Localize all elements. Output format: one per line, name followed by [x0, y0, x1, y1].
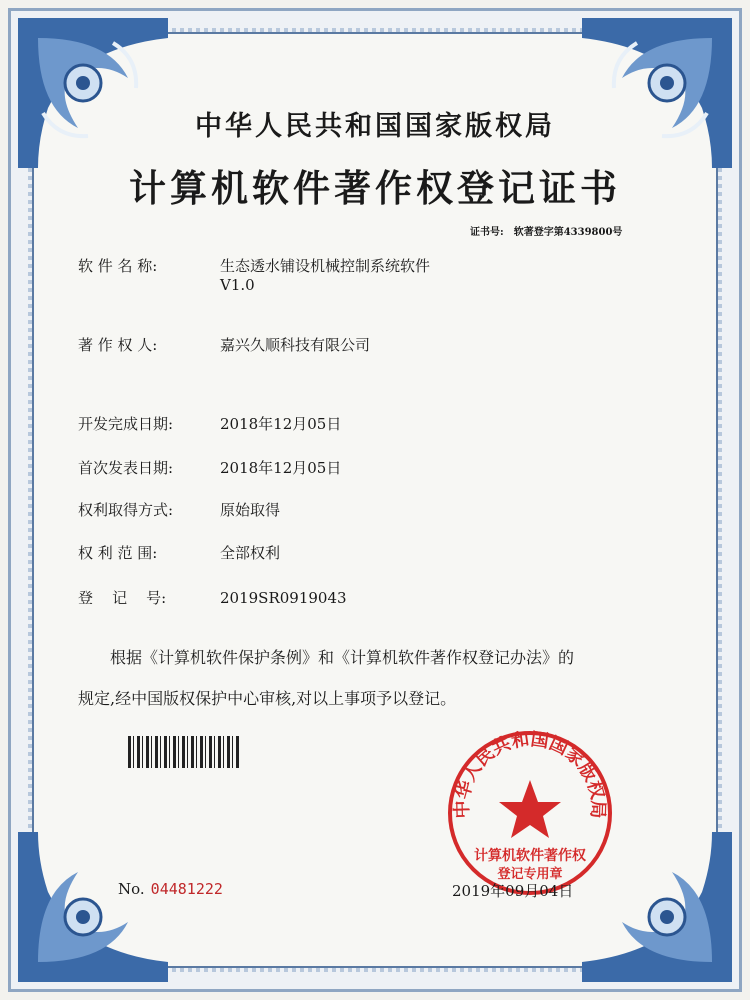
scope-label: 权 利 范 围: [78, 544, 158, 562]
dev-date-value: 2018年12月05日 [220, 415, 342, 433]
software-name-label: 软 件 名 称: [78, 257, 158, 275]
acquire-method-row [78, 499, 280, 520]
corner-ornament-icon [18, 18, 168, 168]
serial-value: 04481222 [150, 880, 223, 898]
publish-date-value: 2018年12月05日 [220, 459, 342, 477]
barcode [128, 736, 240, 768]
owner-label: 著 作 权 人: [78, 336, 158, 354]
seal-center-text-1: 计算机软件著作权 [474, 848, 586, 864]
software-version: V1.0 [220, 276, 255, 294]
serial-label: No. [118, 880, 145, 898]
reg-no-row [78, 587, 347, 608]
serial-number [118, 880, 223, 898]
reg-no-value: 2019SR0919043 [220, 589, 347, 607]
cert-no-value: 软著登字第4339800号 [513, 227, 623, 238]
corner-ornament-icon [18, 832, 168, 982]
issuer-title: 中华人民共和国国家版权局 [195, 111, 555, 142]
certificate-title: 计算机软件著作权登记证书 [129, 166, 621, 210]
issue-date: 2019年09月04日 [452, 882, 574, 900]
owner-value: 嘉兴久顺科技有限公司 [220, 336, 371, 354]
seal-star-icon [499, 780, 561, 838]
owner-row [78, 334, 370, 355]
acquire-method-value: 原始取得 [220, 501, 281, 519]
seal-ring-text: 中华人民共和国国家版权局 [451, 728, 609, 819]
dev-date-row [78, 413, 341, 434]
seal-center-text-2: 登记专用章 [497, 867, 563, 882]
official-seal [445, 728, 615, 898]
statement-line-1: 根据《计算机软件保护条例》和《计算机软件著作权登记办法》的 [110, 648, 575, 667]
publish-date-row [78, 457, 341, 478]
dev-date-label: 开发完成日期: [78, 415, 174, 433]
certificate-number [470, 223, 622, 238]
software-name-value: 生态透水铺设机械控制系统软件 [220, 257, 431, 275]
scope-value: 全部权利 [220, 544, 281, 562]
corner-ornament-icon [582, 18, 732, 168]
cert-no-label: 证书号: [470, 227, 504, 238]
acquire-method-label: 权利取得方式: [78, 501, 174, 519]
scope-row [78, 542, 280, 563]
statement-line-2: 规定,经中国版权保护中心审核,对以上事项予以登记。 [78, 689, 457, 708]
software-name-row [78, 255, 430, 276]
reg-no-label: 登 记 号: [78, 589, 167, 607]
statement [78, 637, 678, 719]
publish-date-label: 首次发表日期: [78, 459, 174, 477]
